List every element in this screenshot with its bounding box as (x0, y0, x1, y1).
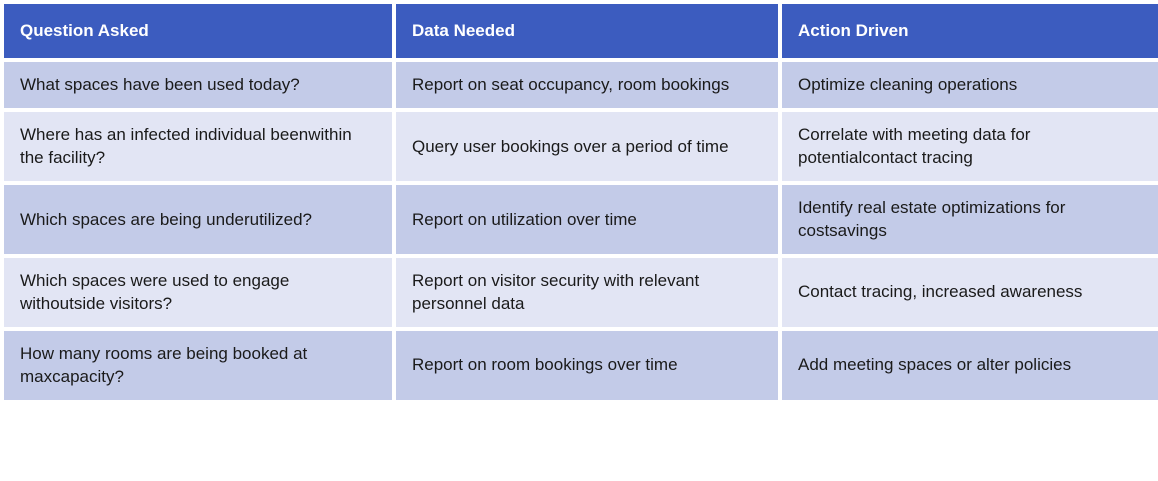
column-header-question-asked: Question Asked (4, 4, 392, 58)
cell-data (396, 331, 778, 400)
column-header-data-needed: Data Needed (396, 4, 778, 58)
column-header-action-driven: Action Driven (782, 4, 1158, 58)
cell-text: Contact tracing, increased awareness (798, 282, 1083, 302)
cell-text: Identify real estate optimizations for costsavings (798, 198, 1066, 240)
cell-question (4, 331, 392, 400)
cell-action (782, 112, 1158, 181)
table-row (4, 331, 1158, 400)
cell-action (782, 331, 1158, 400)
cell-text: Add meeting spaces or alter policies (798, 355, 1072, 375)
cell-question (4, 185, 392, 254)
table-row (4, 185, 1158, 254)
cell-data (396, 258, 778, 327)
cell-data (396, 62, 778, 108)
cell-action (782, 185, 1158, 254)
cell-question (4, 112, 392, 181)
cell-text: Report on seat occupancy, room bookings (412, 75, 730, 94)
cell-text: How many rooms are being booked at maxcapacity? (20, 344, 308, 386)
cell-text: Optimize cleaning operations (798, 75, 1018, 94)
cell-text: Report on utilization over time (412, 209, 637, 229)
cell-text: Which spaces were used to engage withoutside visitors? (20, 271, 290, 313)
cell-text: Report on visitor security with relevant personnel data (412, 271, 700, 313)
cell-action (782, 62, 1158, 108)
table-header (4, 4, 1158, 58)
table-row (4, 258, 1158, 327)
cell-data (396, 185, 778, 254)
cell-data (396, 112, 778, 181)
cell-action (782, 258, 1158, 327)
cell-text: What spaces have been used today? (20, 75, 300, 94)
cell-question (4, 62, 392, 108)
cell-text: Query user bookings over a period of time (412, 136, 729, 156)
cell-question (4, 258, 392, 327)
table-header-row (4, 4, 1158, 58)
cell-text: Where has an infected individual beenwithin the facility? (20, 125, 352, 167)
table-body (4, 62, 1158, 400)
table-row (4, 62, 1158, 108)
cell-text: Which spaces are being underutilized? (20, 209, 313, 229)
table-row (4, 112, 1158, 181)
cell-text: Report on room bookings over time (412, 355, 678, 375)
cell-text: Correlate with meeting data for potentialcontact tracing (798, 125, 1031, 167)
